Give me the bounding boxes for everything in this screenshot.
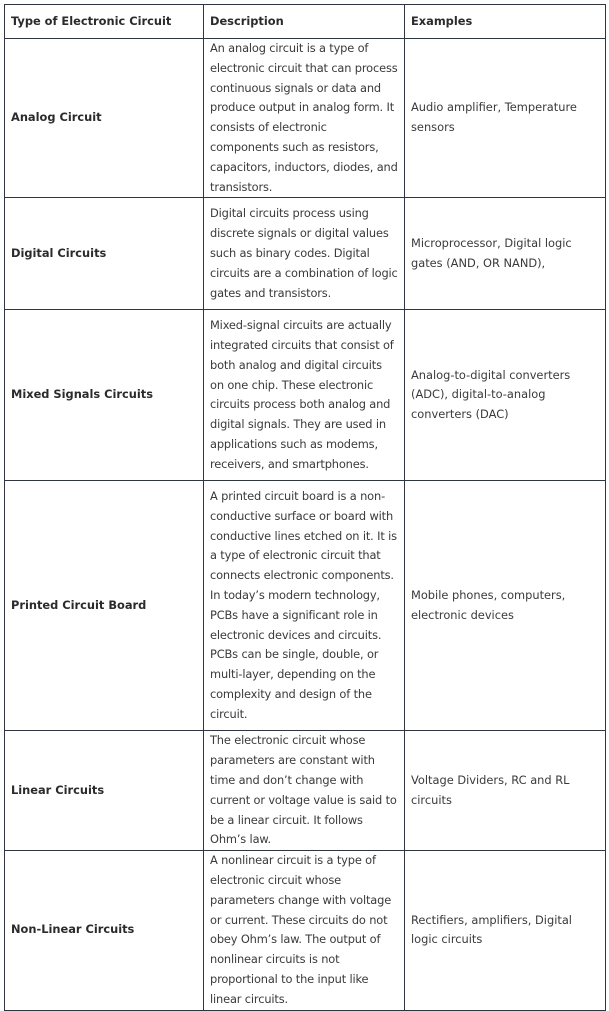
circuit-type: Printed Circuit Board	[5, 481, 204, 731]
circuit-description: Digital circuits process using discrete signals or digital values such as binary codes. Digital circuits are a combination of logic gates and transistors.	[204, 198, 405, 310]
table-row	[5, 851, 606, 1010]
circuit-examples: Rectifiers, amplifiers, Digital logic circuits	[405, 851, 606, 1010]
circuit-examples: Mobile phones, computers, electronic devices	[405, 481, 606, 731]
table-body	[5, 39, 606, 1011]
circuit-type: Linear Circuits	[5, 731, 204, 851]
header-row	[5, 5, 606, 39]
circuit-type: Mixed Signals Circuits	[5, 310, 204, 481]
circuit-description: An analog circuit is a type of electronic circuit that can process continuous signals or data and produce output in analog form. It consists of electronic components such as resistors, capacitors, inductors, diodes, and transistors.	[204, 39, 405, 198]
circuit-type: Non-Linear Circuits	[5, 851, 204, 1010]
header-description: Description	[204, 5, 405, 39]
header-examples: Examples	[405, 5, 606, 39]
circuit-description: The electronic circuit whose parameters are constant with time and don’t change with current or voltage value is said to be a linear circuit. It follows Ohm’s law.	[204, 731, 405, 851]
circuit-examples: Voltage Dividers, RC and RL circuits	[405, 731, 606, 851]
circuit-type: Digital Circuits	[5, 198, 204, 310]
circuit-examples: Microprocessor, Digital logic gates (AND, OR NAND),	[405, 198, 606, 310]
circuit-examples: Audio amplifier, Temperature sensors	[405, 39, 606, 198]
circuit-type: Analog Circuit	[5, 39, 204, 198]
circuit-examples: Analog-to-digital converters (ADC), digital-to-analog converters (DAC)	[405, 310, 606, 481]
circuit-description: A nonlinear circuit is a type of electronic circuit whose parameters change with voltage or current. These circuits do not obey Ohm’s law. The output of nonlinear circuits is not proportional to the input like linear circuits.	[204, 851, 405, 1010]
circuit-description: A printed circuit board is a non-conductive surface or board with conductive lines etched on it. It is a type of electronic circuit that connects electronic components. In today’s modern technology, PCBs have a significant role in electronic devices and circuits. PCBs can be single, double, or multi-layer, depending on the complexity and design of the circuit.	[204, 481, 405, 731]
electronic-circuits-table	[4, 4, 606, 1011]
table-row	[5, 481, 606, 731]
table-row	[5, 198, 606, 310]
table-row	[5, 731, 606, 851]
table-row	[5, 310, 606, 481]
header-type: Type of Electronic Circuit	[5, 5, 204, 39]
table-row	[5, 39, 606, 198]
circuit-description: Mixed-signal circuits are actually integrated circuits that consist of both analog and digital circuits on one chip. These electronic circuits process both analog and digital signals. They are used in applications such as modems, receivers, and smartphones.	[204, 310, 405, 481]
